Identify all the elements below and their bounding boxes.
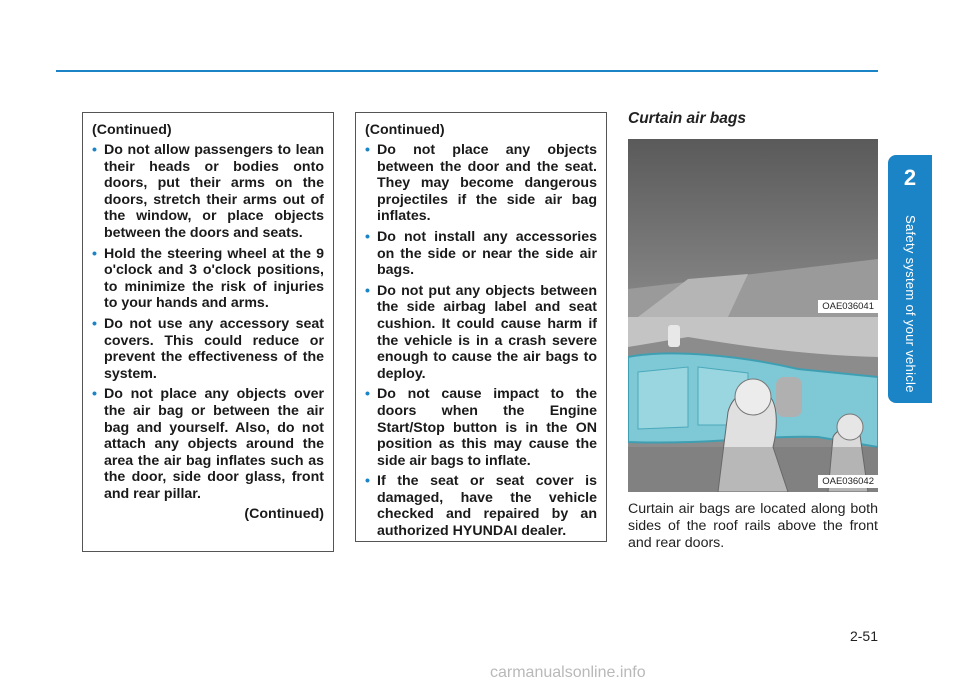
figure-code-1: OAE036041 — [818, 300, 878, 313]
bullet-icon: • — [92, 142, 97, 158]
bullet-icon: • — [365, 228, 370, 245]
continued-label-bottom: (Continued) — [244, 506, 324, 523]
chapter-number: 2 — [903, 165, 917, 190]
watermark: carmanualsonline.info — [490, 664, 646, 681]
bullet-icon: • — [365, 473, 370, 490]
bullet-icon: • — [92, 245, 97, 262]
list-item: • Do not install any accessories on the side or near the side air bags. — [365, 228, 597, 279]
bullet-icon: • — [92, 315, 97, 332]
bullet-icon: • — [92, 386, 97, 403]
bullet-icon: • — [365, 142, 370, 158]
list-item: • Do not place any objects between the door and the seat. They may become dangerous projectiles if the side air bag inflates. — [365, 142, 597, 225]
top-rule — [56, 70, 878, 72]
list-item: • If the seat or seat cover is damaged, have the vehicle checked and repaired by an authorized HYUNDAI dealer. — [365, 473, 597, 540]
warning-box-1 — [82, 112, 334, 552]
section-title: Curtain air bags — [628, 110, 746, 127]
bullet-icon: • — [365, 386, 370, 403]
figure-code-2: OAE036042 — [818, 475, 878, 488]
list-item: • Do not place any objects over the air bag or between the air bag and yourself. Also, do not attach any objects around the area the air bag inflates such as the door, side door glass, front and rear pillar. — [92, 386, 324, 502]
chapter-tab — [888, 155, 932, 403]
figure-curtain-airbag-1 — [628, 139, 878, 317]
figure-curtain-airbag-2 — [628, 317, 878, 492]
deployed-airbag-illustration — [628, 317, 878, 492]
list-item: • Do not put any objects between the side airbag label and seat cushion. It could cause harm if the vehicle is in a crash severe enough to cause the air bags to deploy. — [365, 282, 597, 382]
page-number: 2-51 — [849, 628, 878, 644]
list-item: • Do not use any accessory seat covers. This could reduce or prevent the effectiveness of the system. — [92, 315, 324, 382]
warning-box-2 — [355, 112, 607, 542]
warning-list-1 — [92, 142, 324, 502]
list-item: • Do not cause impact to the doors when the Engine Start/Stop button is in the ON position as this may cause the side air bags to inflate. — [365, 386, 597, 469]
continued-label-top: (Continued) — [92, 122, 172, 138]
bullet-icon: • — [365, 282, 370, 299]
list-item: • Hold the steering wheel at the 9 o'clock and 3 o'clock positions, to minimize the risk of injuries to your hands and arms. — [92, 245, 324, 312]
list-item: • Do not allow passengers to lean their heads or bodies onto doors, put their arms on the doors, stretch their arms out of the window, or place objects between the doors and seats. — [92, 142, 324, 241]
body-paragraph: Curtain air bags are located along both sides of the roof rails above the front and rear doors. — [628, 501, 878, 551]
chapter-title: Safety system of your vehicle — [903, 215, 918, 393]
continued-label-top: (Continued) — [365, 122, 445, 138]
car-interior-illustration-1 — [628, 139, 878, 317]
warning-list-2 — [365, 142, 597, 540]
